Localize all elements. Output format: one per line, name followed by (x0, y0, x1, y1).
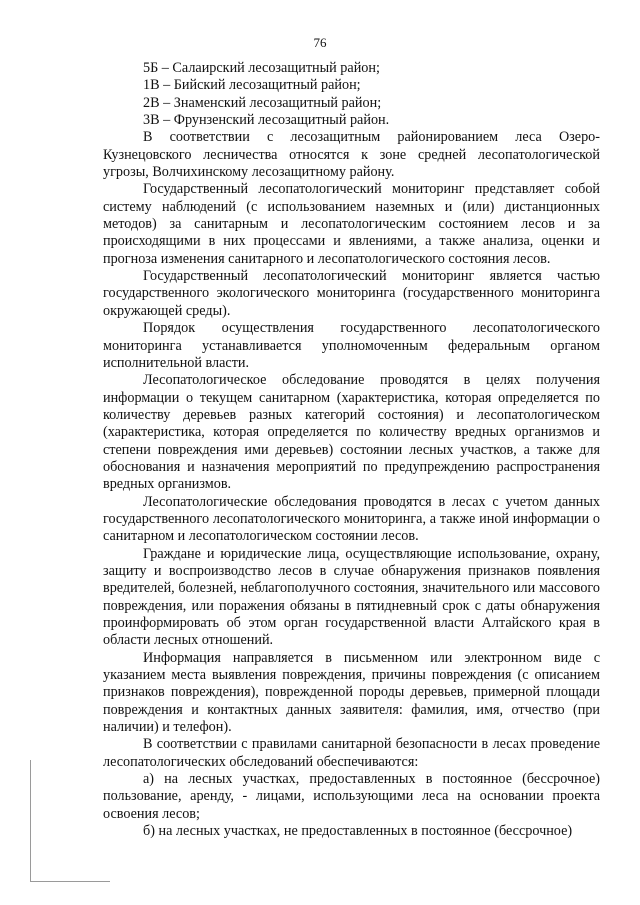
paragraph: В соответствии с правилами санитарной безопасности в лесах проведение лесопатологических обследований обеспечиваются: (103, 736, 600, 770)
paragraph: Лесопатологическое обследование проводятся в целях получения информации о текущем санитарном (характеристика, которая определяется по количеству деревьев разных категорий состояния) и лесопатологическом (характеристика, которая определяется по количеству вредных организмов и степени повреждения ими деревьев) состоянии лесных участков, а также для обоснования и назначения мероприятий по предупреждению распространения вредных организмов. (103, 372, 600, 493)
list-item: 3В – Фрунзенский лесозащитный район. (143, 112, 390, 129)
paragraph: б) на лесных участках, не предоставленных в постоянное (бессрочное) (143, 823, 573, 840)
paragraph: Лесопатологические обследования проводятся в лесах с учетом данных государственного лесопатологического мониторинга, а также иной информации о санитарном и лесопатологическом состоянии лесов. (103, 493, 600, 545)
list-item: 5Б – Салаирский лесозащитный район; (143, 60, 380, 76)
paragraph: Государственный лесопатологический мониторинг является частью государственного экологического мониторинга (государственного мониторинга окружающей среды). (103, 268, 600, 319)
paragraph: В соответствии с лесозащитным районированием леса Озеро-Кузнецовского лесничества относятся к зоне средней лесопатологической угрозы, Волчихинскому лесозащитному району. (103, 129, 600, 181)
page-body (103, 60, 600, 840)
paragraph: Государственный лесопатологический мониторинг представляет собой систему наблюдений (с использованием наземных и (или) дистанционных методов) за санитарным и лесопатологическим состоянием лесов и за происходящими в них процессами и явлениями, а также анализа, оценки и прогноза изменения санитарного и лесопатологического состояния лесов. (103, 181, 600, 267)
list-item: 1В – Бийский лесозащитный район; (143, 77, 361, 94)
paragraph: Порядок осуществления государственного лесопатологического мониторинга устанавливается уполномоченным федеральным органом исполнительной власти. (103, 320, 600, 371)
page-number: 76 (313, 35, 327, 50)
paragraph: Граждане и юридические лица, осуществляющие использование, охрану, защиту и воспроизводство лесов в случае обнаружения признаков появления вредителей, болезней, неблагополучного состояния, значительного или массового повреждения, или поражения обязаны в пятидневный срок с даты обнаружения проинформировать об этом орган государственной власти Алтайского края в области лесных отношений. (103, 545, 600, 649)
list-item: 2В – Знаменский лесозащитный район; (143, 94, 382, 111)
scan-margin-line (30, 760, 31, 882)
paragraph: Информация направляется в письменном или электронном виде с указанием места выявления повреждения, причины повреждения (с описанием признаков повреждения), поврежденной породы деревьев, примерной площади повреждения и контактных данных заявителя: фамилия, имя, отчество (при наличии) и телефон). (103, 649, 600, 736)
scan-bottom-line (30, 881, 110, 882)
paragraph: а) на лесных участках, предоставленных в постоянное (бессрочное) пользование, аренду, - лицами, использующими леса на основании проекта освоения лесов; (103, 771, 600, 822)
